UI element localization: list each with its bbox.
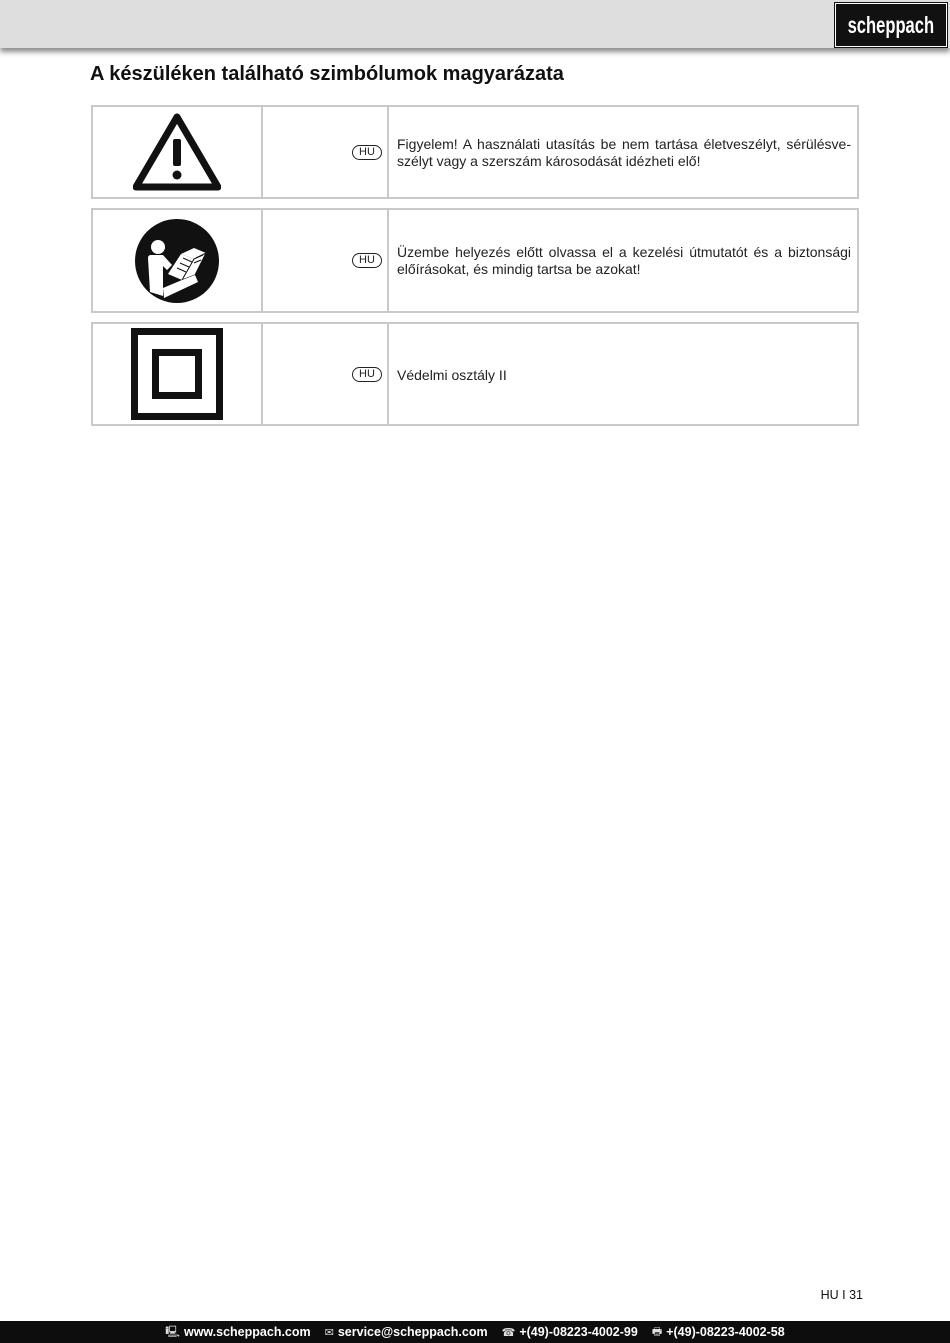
language-badge: HU bbox=[352, 253, 382, 268]
symbol-row bbox=[91, 208, 859, 313]
symbol-description: Figyelem! A használati utasítás be nem tartása életveszélyt, sérülésve-szélyt vagy a szerszám károsodását idézheti elő! bbox=[397, 136, 851, 169]
footer-email[interactable] bbox=[325, 1325, 488, 1339]
footer-fax bbox=[652, 1323, 785, 1342]
read-manual-icon bbox=[134, 218, 220, 304]
footer-website[interactable] bbox=[165, 1323, 310, 1342]
phone-icon: ☎︎ bbox=[501, 1326, 516, 1339]
symbol-icon-cell bbox=[93, 324, 263, 424]
phone-number: +(49)-08223-4002-99 bbox=[519, 1325, 638, 1339]
symbol-description-cell bbox=[389, 210, 857, 311]
header-bar bbox=[0, 0, 950, 48]
symbol-description: Üzembe helyezés előtt olvassa el a kezelési útmutatót és a biztonsági előírásokat, és mindig tartsa be azokat! bbox=[397, 244, 851, 277]
footer-bar bbox=[0, 1321, 950, 1343]
protection-class-ii-icon bbox=[131, 328, 223, 420]
logo-wordmark bbox=[839, 6, 943, 44]
fax-icon: 🖶︎ bbox=[651, 1325, 663, 1338]
footer-phone bbox=[502, 1325, 638, 1339]
symbol-description: Védelmi osztály II bbox=[397, 367, 507, 383]
language-cell bbox=[263, 107, 389, 197]
language-cell bbox=[263, 210, 389, 311]
language-badge: HU bbox=[352, 367, 382, 382]
computer-icon: 🖳︎ bbox=[165, 1325, 180, 1338]
email-link[interactable]: service@scheppach.com bbox=[337, 1325, 488, 1339]
email-icon: ✉︎ bbox=[324, 1326, 334, 1339]
svg-text:scheppach: scheppach bbox=[847, 13, 935, 39]
language-cell bbox=[263, 324, 389, 424]
symbol-row bbox=[91, 105, 859, 199]
symbol-description-cell bbox=[389, 107, 857, 197]
symbol-icon-cell bbox=[93, 107, 263, 197]
scheppach-logo bbox=[835, 3, 947, 47]
website-link[interactable]: www.scheppach.com bbox=[183, 1325, 311, 1339]
warning-triangle-icon bbox=[133, 113, 221, 191]
symbol-icon-cell bbox=[93, 210, 263, 311]
language-badge: HU bbox=[352, 145, 382, 160]
page-number: HU I 31 bbox=[820, 1288, 863, 1302]
symbol-row bbox=[91, 322, 859, 426]
symbol-description-cell bbox=[389, 324, 857, 424]
fax-number: +(49)-08223-4002-58 bbox=[666, 1325, 785, 1339]
page-title: A készüléken található szimbólumok magyarázata bbox=[90, 63, 564, 85]
